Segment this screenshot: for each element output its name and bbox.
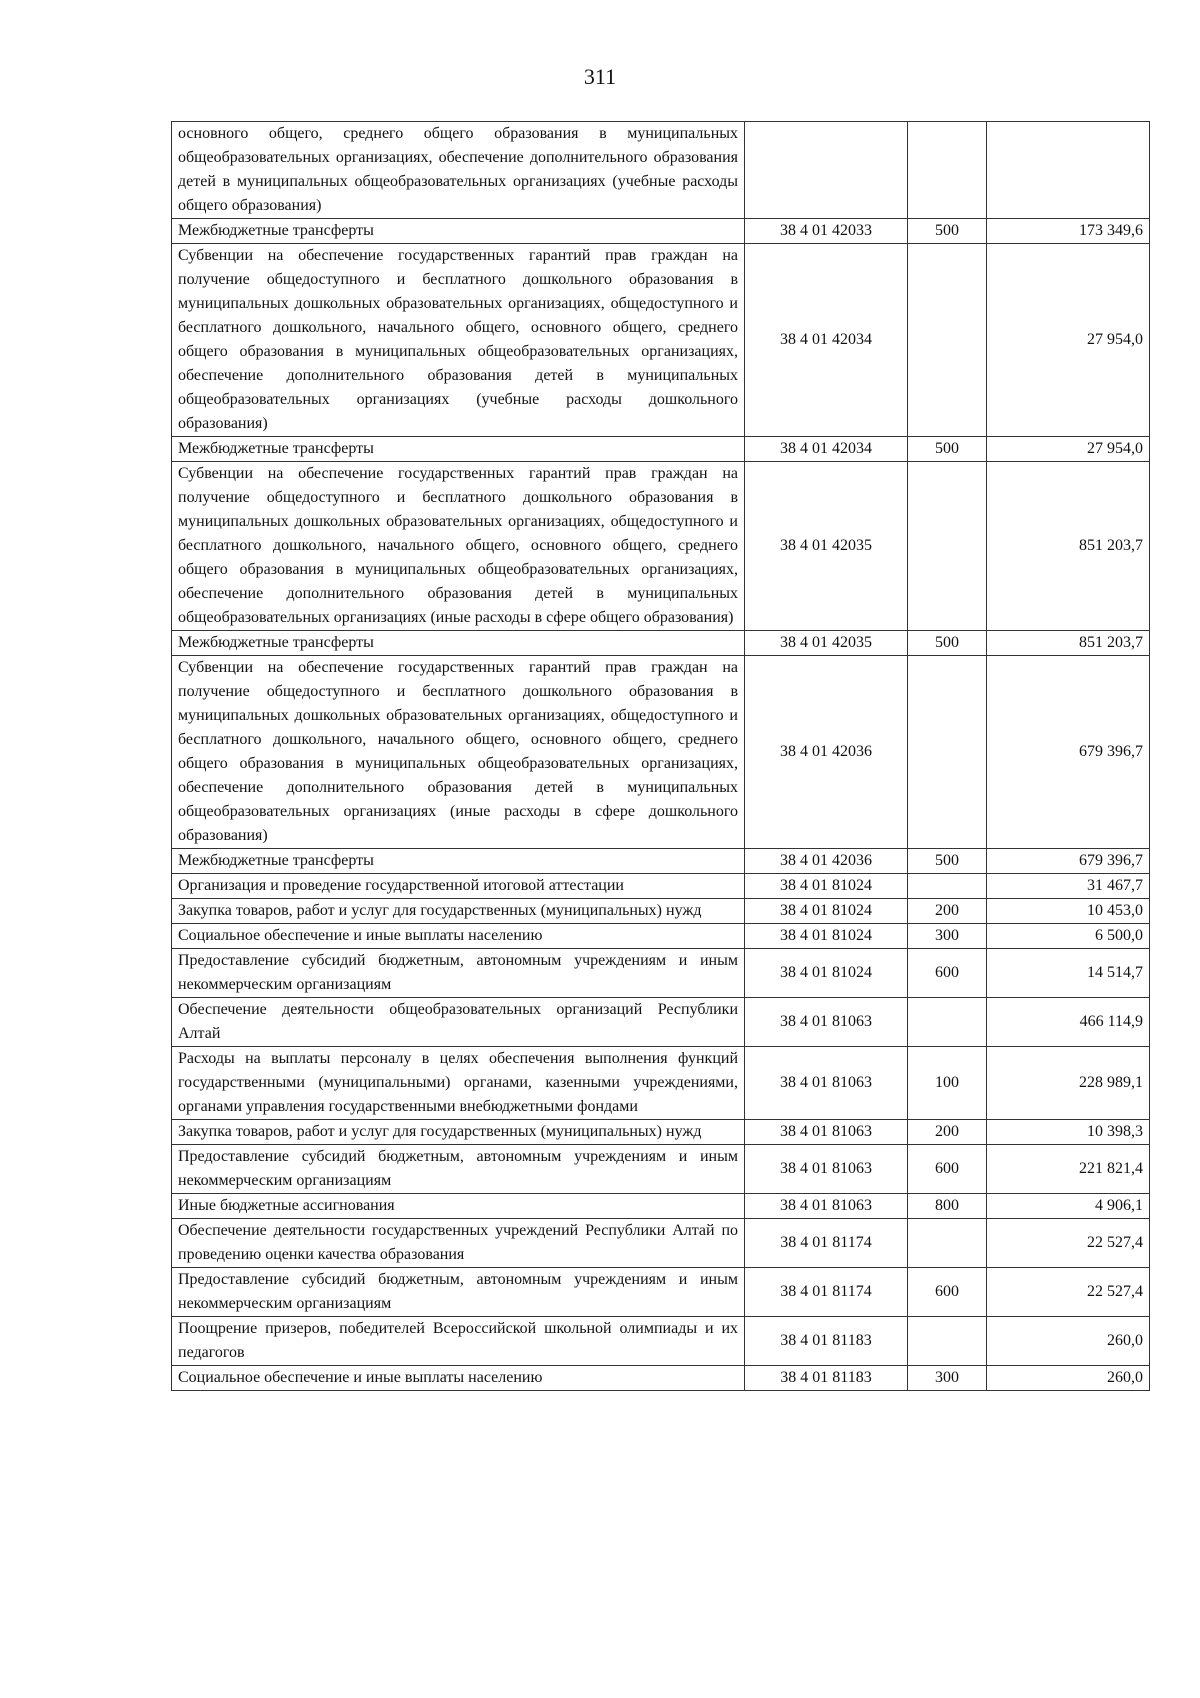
row-code-cell: 38 4 01 81063: [745, 1047, 908, 1120]
row-name-cell: Межбюджетные трансферты: [172, 631, 745, 656]
row-expense-type-cell: [908, 874, 987, 899]
row-code-cell: 38 4 01 81063: [745, 1194, 908, 1219]
table-row: [172, 1047, 1150, 1120]
row-expense-type-cell: 100: [908, 1047, 987, 1120]
row-name-cell: Субвенции на обеспечение государственных гарантий прав граждан на получение общедоступного и бесплатного дошкольного образования в муниципальных дошкольных образовательных организациях, общедоступного и бесплатного дошкольного, начального общего, основного общего, среднего общего образования в муниципальных общеобразовательных организациях, обеспечение дополнительного образования детей в муниципальных общеобразовательных организациях (иные расходы в сфере общего образования): [172, 462, 745, 631]
row-code-cell: 38 4 01 81063: [745, 1120, 908, 1145]
row-amount-cell: 228 989,1: [987, 1047, 1150, 1120]
table-row: [172, 462, 1150, 631]
row-name-cell: основного общего, среднего общего образования в муниципальных общеобразовательных организациях, обеспечение дополнительного образования детей в муниципальных общеобразовательных организациях (учебные расходы общего образования): [172, 122, 745, 219]
row-expense-type-cell: 600: [908, 1268, 987, 1317]
row-amount-cell: 6 500,0: [987, 924, 1150, 949]
row-code-cell: 38 4 01 81183: [745, 1317, 908, 1366]
table-row: [172, 122, 1150, 219]
row-amount-cell: 14 514,7: [987, 949, 1150, 998]
row-expense-type-cell: 800: [908, 1194, 987, 1219]
table-row: [172, 656, 1150, 849]
row-expense-type-cell: [908, 1219, 987, 1268]
row-code-cell: 38 4 01 42034: [745, 244, 908, 437]
row-expense-type-cell: 300: [908, 924, 987, 949]
table-row: [172, 1194, 1150, 1219]
row-name-cell: Предоставление субсидий бюджетным, автономным учреждениям и иным некоммерческим организациям: [172, 1145, 745, 1194]
row-name-cell: Расходы на выплаты персоналу в целях обеспечения выполнения функций государственными (муниципальными) органами, казенными учреждениями, органами управления государственными внебюджетными фондами: [172, 1047, 745, 1120]
row-expense-type-cell: 500: [908, 437, 987, 462]
row-amount-cell: 22 527,4: [987, 1219, 1150, 1268]
row-name-cell: Предоставление субсидий бюджетным, автономным учреждениям и иным некоммерческим организациям: [172, 1268, 745, 1317]
row-name-cell: Социальное обеспечение и иные выплаты населению: [172, 1366, 745, 1391]
table-row: [172, 1268, 1150, 1317]
row-code-cell: 38 4 01 81024: [745, 949, 908, 998]
row-amount-cell: 10 398,3: [987, 1120, 1150, 1145]
row-amount-cell: 679 396,7: [987, 656, 1150, 849]
row-name-cell: Социальное обеспечение и иные выплаты населению: [172, 924, 745, 949]
table-row: [172, 1120, 1150, 1145]
table-row: [172, 437, 1150, 462]
row-amount-cell: [987, 122, 1150, 219]
table-row: [172, 1145, 1150, 1194]
table-row: [172, 631, 1150, 656]
row-expense-type-cell: 500: [908, 219, 987, 244]
row-amount-cell: 466 114,9: [987, 998, 1150, 1047]
row-amount-cell: 260,0: [987, 1366, 1150, 1391]
row-name-cell: Иные бюджетные ассигнования: [172, 1194, 745, 1219]
row-name-cell: Предоставление субсидий бюджетным, автономным учреждениям и иным некоммерческим организациям: [172, 949, 745, 998]
row-name-cell: Обеспечение деятельности общеобразовательных организаций Республики Алтай: [172, 998, 745, 1047]
row-expense-type-cell: [908, 122, 987, 219]
table-row: [172, 1219, 1150, 1268]
row-amount-cell: 22 527,4: [987, 1268, 1150, 1317]
table-row: [172, 1366, 1150, 1391]
row-expense-type-cell: 500: [908, 631, 987, 656]
row-expense-type-cell: [908, 462, 987, 631]
row-name-cell: Организация и проведение государственной итоговой аттестации: [172, 874, 745, 899]
row-amount-cell: 260,0: [987, 1317, 1150, 1366]
table-row: [172, 924, 1150, 949]
row-code-cell: 38 4 01 42035: [745, 462, 908, 631]
row-code-cell: 38 4 01 81024: [745, 874, 908, 899]
row-code-cell: 38 4 01 42034: [745, 437, 908, 462]
row-name-cell: Межбюджетные трансферты: [172, 849, 745, 874]
row-code-cell: 38 4 01 81183: [745, 1366, 908, 1391]
table-row: [172, 1317, 1150, 1366]
row-expense-type-cell: 500: [908, 849, 987, 874]
row-expense-type-cell: 600: [908, 949, 987, 998]
row-name-cell: Межбюджетные трансферты: [172, 219, 745, 244]
row-expense-type-cell: [908, 656, 987, 849]
row-code-cell: 38 4 01 42035: [745, 631, 908, 656]
row-name-cell: Закупка товаров, работ и услуг для государственных (муниципальных) нужд: [172, 899, 745, 924]
row-code-cell: 38 4 01 81174: [745, 1219, 908, 1268]
row-code-cell: [745, 122, 908, 219]
row-amount-cell: 679 396,7: [987, 849, 1150, 874]
row-name-cell: Закупка товаров, работ и услуг для государственных (муниципальных) нужд: [172, 1120, 745, 1145]
table-row: [172, 949, 1150, 998]
row-amount-cell: 10 453,0: [987, 899, 1150, 924]
row-code-cell: 38 4 01 42036: [745, 656, 908, 849]
row-amount-cell: 851 203,7: [987, 462, 1150, 631]
row-code-cell: 38 4 01 81063: [745, 1145, 908, 1194]
table-row: [172, 219, 1150, 244]
table-row: [172, 849, 1150, 874]
row-expense-type-cell: 600: [908, 1145, 987, 1194]
row-name-cell: Обеспечение деятельности государственных учреждений Республики Алтай по проведению оценки качества образования: [172, 1219, 745, 1268]
row-expense-type-cell: [908, 1317, 987, 1366]
row-code-cell: 38 4 01 42036: [745, 849, 908, 874]
row-code-cell: 38 4 01 81174: [745, 1268, 908, 1317]
row-expense-type-cell: [908, 244, 987, 437]
row-amount-cell: 4 906,1: [987, 1194, 1150, 1219]
row-expense-type-cell: 200: [908, 1120, 987, 1145]
row-amount-cell: 173 349,6: [987, 219, 1150, 244]
row-amount-cell: 27 954,0: [987, 437, 1150, 462]
table-row: [172, 998, 1150, 1047]
row-code-cell: 38 4 01 81063: [745, 998, 908, 1047]
row-amount-cell: 221 821,4: [987, 1145, 1150, 1194]
row-amount-cell: 851 203,7: [987, 631, 1150, 656]
budget-table-body: [172, 122, 1150, 1391]
row-name-cell: Поощрение призеров, победителей Всероссийской школьной олимпиады и их педагогов: [172, 1317, 745, 1366]
table-row: [172, 244, 1150, 437]
row-code-cell: 38 4 01 42033: [745, 219, 908, 244]
row-expense-type-cell: [908, 998, 987, 1047]
row-amount-cell: 31 467,7: [987, 874, 1150, 899]
row-name-cell: Межбюджетные трансферты: [172, 437, 745, 462]
page-number: 311: [583, 64, 617, 89]
table-row: [172, 899, 1150, 924]
row-name-cell: Субвенции на обеспечение государственных гарантий прав граждан на получение общедоступного и бесплатного дошкольного образования в муниципальных дошкольных образовательных организациях, общедоступного и бесплатного дошкольного, начального общего, основного общего, среднего общего образования в муниципальных общеобразовательных организациях, обеспечение дополнительного образования детей в муниципальных общеобразовательных организациях (иные расходы в сфере дошкольного образования): [172, 656, 745, 849]
row-expense-type-cell: 300: [908, 1366, 987, 1391]
row-expense-type-cell: 200: [908, 899, 987, 924]
row-name-cell: Субвенции на обеспечение государственных гарантий прав граждан на получение общедоступного и бесплатного дошкольного образования в муниципальных дошкольных образовательных организациях, общедоступного и бесплатного дошкольного, начального общего, основного общего, среднего общего образования в муниципальных общеобразовательных организациях, обеспечение дополнительного образования детей в муниципальных общеобразовательных организациях (учебные расходы дошкольного образования): [172, 244, 745, 437]
budget-table: [171, 121, 1150, 1391]
table-row: [172, 874, 1150, 899]
row-code-cell: 38 4 01 81024: [745, 924, 908, 949]
row-code-cell: 38 4 01 81024: [745, 899, 908, 924]
row-amount-cell: 27 954,0: [987, 244, 1150, 437]
